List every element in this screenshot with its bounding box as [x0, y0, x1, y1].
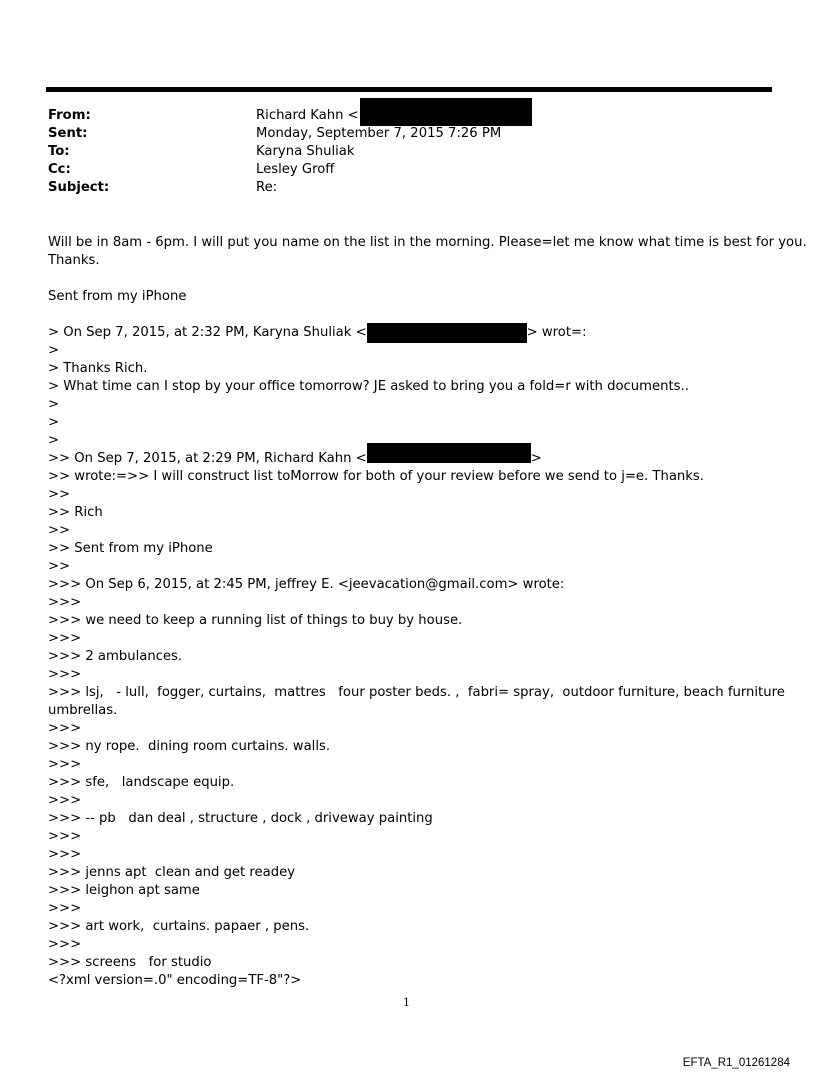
- header-rule: [46, 87, 772, 92]
- document-id: EFTA_R1_01261284: [682, 1057, 790, 1069]
- quoted-line: >>>: [48, 847, 82, 862]
- subject-label: Subject:: [48, 180, 110, 195]
- page-number: 1: [403, 996, 410, 1009]
- quoted-line: [48, 324, 748, 342]
- body-line: Will be in 8am - 6pm. I will put you name on the list in the morning. Please=let me know what time is best for you.: [48, 235, 807, 250]
- quoted-line: >>>: [48, 901, 82, 916]
- quoted-line: >>: [48, 559, 71, 574]
- quoted-line: >>> we need to keep a running list of things to buy by house.: [48, 613, 463, 628]
- quoted-line: >> Sent from my iPhone: [48, 541, 213, 556]
- sent-label: Sent:: [48, 126, 88, 141]
- quoted-line: >>>: [48, 667, 82, 682]
- redaction-box: [367, 323, 527, 343]
- to-label: To:: [48, 144, 70, 159]
- quoted-line: >>>: [48, 937, 82, 952]
- quoted-line: >: [48, 415, 60, 430]
- quoted-line: >: [48, 343, 60, 358]
- from-value: [256, 107, 532, 126]
- quoted-line: >>> -- pb dan deal , structure , dock , driveway painting: [48, 811, 433, 826]
- quoted-line: >>> sfe, landscape equip.: [48, 775, 235, 790]
- to-value: Karyna Shuliak: [256, 144, 355, 159]
- quoted-line: >>> On Sep 6, 2015, at 2:45 PM, jeffrey E. <jeevacation@gmail.com> wrote:: [48, 577, 565, 592]
- quoted-line: >>>: [48, 829, 82, 844]
- quoted-line: >>: [48, 523, 71, 538]
- quoted-line: >>> screens for studio: [48, 955, 212, 970]
- quoted-line: >>> leighon apt same: [48, 883, 200, 898]
- xml-artifact-line: <?xml version=.0" encoding=TF-8"?>: [48, 973, 302, 988]
- quoted-line: >>> 2 ambulances.: [48, 649, 183, 664]
- quote-header-text: > On Sep 7, 2015, at 2:32 PM, Karyna Shuliak <: [48, 325, 367, 340]
- blank-line: [48, 270, 748, 288]
- quoted-line: umbrellas.: [48, 703, 118, 718]
- email-body: [48, 234, 807, 990]
- from-name: Richard Kahn <: [256, 108, 359, 123]
- subject-value: Re:: [256, 180, 278, 195]
- blank-line: [48, 306, 748, 324]
- quoted-line: >>>: [48, 631, 82, 646]
- quoted-line: >>>: [48, 793, 82, 808]
- quoted-line: >: [48, 397, 60, 412]
- quoted-line: > What time can I stop by your office tomorrow? JE asked to bring you a fold=r with documents..: [48, 379, 689, 394]
- cc-value: Lesley Groff: [256, 162, 335, 177]
- quote-header-text: >> On Sep 7, 2015, at 2:29 PM, Richard Kahn <: [48, 451, 367, 466]
- quote-header-suffix: >: [530, 451, 542, 466]
- quoted-line: >>: [48, 487, 71, 502]
- body-line: Thanks.: [48, 253, 100, 268]
- quoted-line: >>> jenns apt clean and get readey: [48, 865, 296, 880]
- quoted-line: >> wrote:=>> I will construct list toMorrow for both of your review before we send to j=e. Thanks.: [48, 469, 704, 484]
- from-label: From:: [48, 108, 91, 123]
- signature-line: Sent from my iPhone: [48, 289, 187, 304]
- cc-label: Cc:: [48, 162, 71, 177]
- quoted-line: >> Rich: [48, 505, 103, 520]
- sent-value: Monday, September 7, 2015 7:26 PM: [256, 126, 502, 141]
- quoted-line: >: [48, 433, 60, 448]
- quoted-line: >>>: [48, 595, 82, 610]
- quote-header-suffix: > wrot=:: [526, 325, 587, 340]
- quoted-line: >>> lsj, - lull, fogger, curtains, mattres four poster beds. , fabri= spray, outdoor furniture, beach furniture: [48, 685, 785, 700]
- redaction-box: [360, 98, 532, 126]
- quoted-line: >>> ny rope. dining room curtains. walls.: [48, 739, 331, 754]
- quoted-line: >>>: [48, 757, 82, 772]
- quoted-line: >>>: [48, 721, 82, 736]
- redaction-box: [367, 443, 531, 463]
- quoted-line: [48, 450, 748, 468]
- quoted-line: >>> art work, curtains. papaer , pens.: [48, 919, 310, 934]
- quoted-line: > Thanks Rich.: [48, 361, 148, 376]
